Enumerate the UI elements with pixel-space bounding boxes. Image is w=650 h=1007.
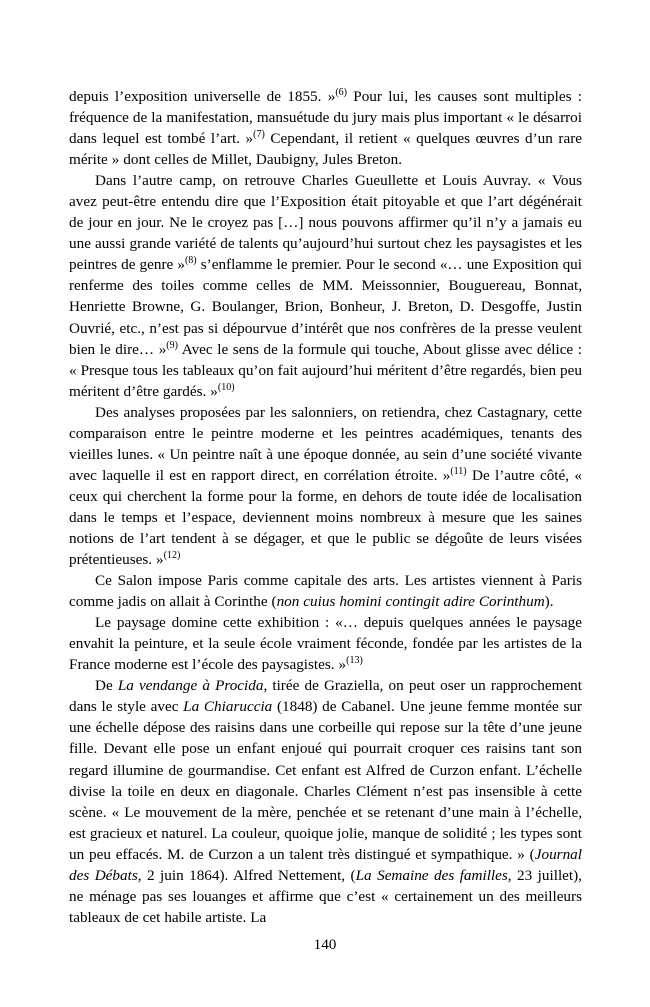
italic-title: non cuius homini contingit adire Corinthum: [276, 593, 545, 611]
paragraph: [69, 612, 582, 675]
text-run: Pour lui, les causes sont multiples : fréquence de la manifestation, mansuétude du jury mais plus important « le désarroi dans lequel est tombé l’art. »: [69, 88, 582, 148]
footnote-marker: (9): [166, 339, 178, 351]
italic-title: La Semaine des familles: [355, 866, 508, 884]
page-number: 140: [313, 936, 337, 953]
footnote-marker: (6): [335, 86, 347, 98]
text-run: Le paysage domine cette exhibition : «… depuis quelques années le paysage envahit la peinture, et la seule école vraiment féconde, fondée par les artistes de la France moderne est l’école des paysagistes. »: [69, 614, 582, 674]
text-run: , tirée de Graziella, on peut oser un rapprochement dans le style avec: [69, 677, 582, 716]
text-run: Avec le sens de la formule qui touche, About glisse avec délice : « Presque tous les tableaux qu’on fait aujourd’hui méritent d’être regardés, bien peu méritent d’être gardés. »: [69, 340, 582, 400]
footnote-marker: (10): [217, 381, 235, 393]
paragraph: [69, 170, 582, 402]
text-run: depuis l’exposition universelle de 1855. »: [69, 88, 336, 105]
italic-title: La Chiaruccia: [183, 698, 273, 716]
page-text-body: [69, 86, 582, 928]
footnote-marker: (8): [184, 255, 197, 267]
paragraph: [69, 402, 582, 570]
footnote-marker: (13): [346, 655, 363, 667]
text-run: Des analyses proposées par les salonniers, on retiendra, chez Castagnary, cette comparaison entre le peintre moderne et les peintres académiques, tenants des vieilles lunes. « Un peintre naît à une époque donnée, au sein d’une société vivante avec laquelle il est en rapport direct, en corrélation étroite. »: [69, 403, 582, 484]
paragraph: [69, 86, 582, 170]
text-run: Dans l’autre camp, on retrouve Charles Gueullette et Louis Auvray. « Vous avez peut-être entendu dire que l’Exposition était pitoyable et que l’art dégénérait de jour en jour. Ne le croyez pas […] nous pouvons affirmer qu’il n’y a jamais eu une aussi grande variété de talents qu’aujourd’hui surtout chez les paysagistes et les peintres de genre »: [69, 172, 582, 274]
footnote-marker: (7): [253, 129, 265, 141]
text-run: ).: [544, 593, 554, 611]
text-run: De l’autre côté, « ceux qui cherchent la forme pour la forme, en dehors de toute idée de localisation dans le temps et l’espace, deviennent moins nombreux à mesure que les saines notions de l’art tendent à se dégager, et que le public se dégoûte de leurs visées prétentieuses. »: [69, 466, 582, 569]
text-run: s’enflamme le premier. Pour le second «… une Exposition qui renferme des toiles comme celles de MM. Meissonnier, Bouguereau, Bonnat, Henriette Browne, G. Boulanger, Brion, Bonheur, J. Breton, D. Desgoffe, Justin Ouvrié, etc., n’est pas si dépourvue d’intérêt que nos confrères de la presse veulent bien le dire… »: [69, 256, 582, 358]
text-run: Ce Salon impose Paris comme capitale des arts. Les artistes viennent à Paris comme jadis on allait à Corinthe (: [69, 572, 582, 611]
footnote-marker: (11): [450, 465, 467, 477]
text-run: , 23 juillet), ne ménage pas ses louanges et affirme que c’est « certainement un des meilleurs tableaux de cet habile artiste. La: [69, 866, 582, 926]
italic-title: La vendange à Procida: [117, 677, 264, 695]
paragraph: [69, 570, 582, 612]
footnote-marker: (12): [163, 549, 181, 561]
text-run: (1848) de Cabanel. Une jeune femme montée sur une échelle dépose des raisins dans une corbeille qui repose sur la tête d’une jeune fille. Devant elle pose un enfant enjoué qui pourrait croquer ces raisins tant son regard illumine de gourmandise. Cet enfant est Alfred de Curzon enfant. L’échelle divise la toile en deux en diagonale. Charles Clément n’est pas insensible à cette scène. « Le mouvement de la mère, penchée et se retenant d’une main à l’échelle, est gracieux et naturel. La couleur, quoique jolie, manque de solidité ; les types sont un peu effacés. M. de Curzon a un talent très distingué et sympathique. » (: [69, 698, 582, 863]
italic-title: Journal des Débats: [69, 845, 582, 884]
text-run: De: [95, 677, 118, 695]
paragraph: [69, 675, 582, 928]
text-run: Cependant, il retient « quelques œuvres d’un rare mérite » dont celles de Millet, Daubigny, Jules Breton.: [69, 130, 582, 169]
text-run: , 2 juin 1864). Alfred Nettement, (: [137, 866, 356, 884]
